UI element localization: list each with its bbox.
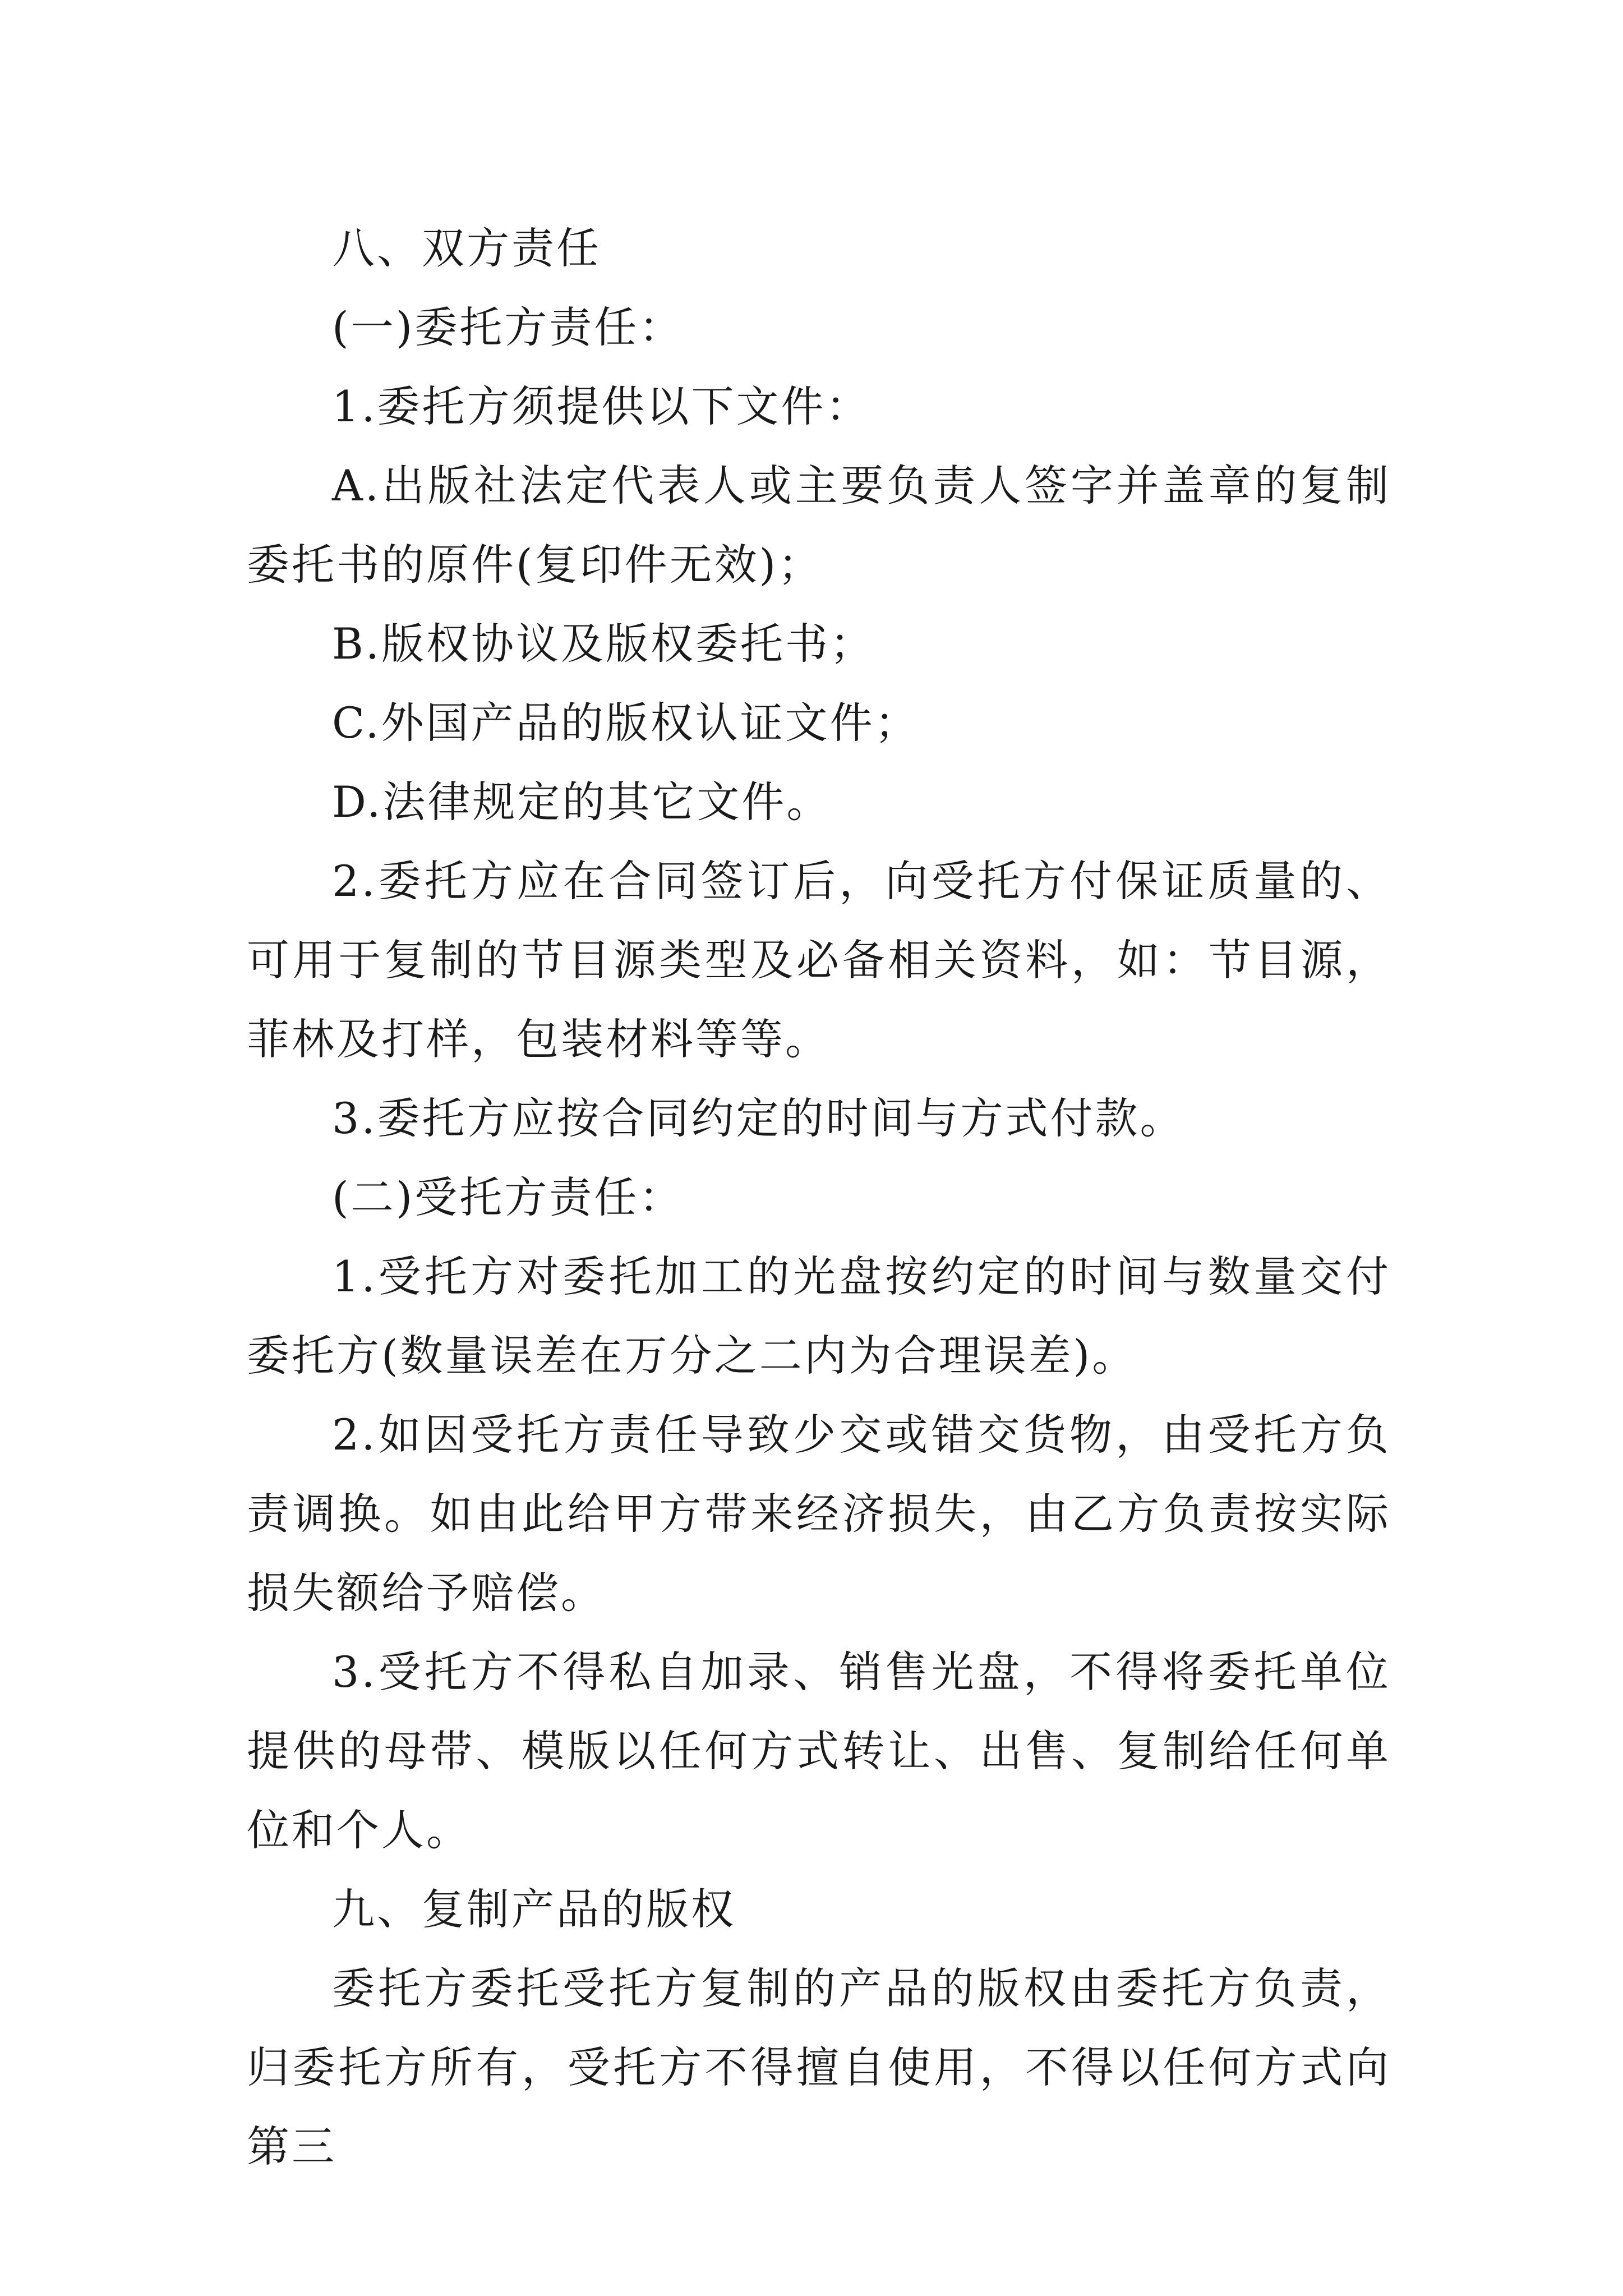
clause-client-3: 3.委托方应按合同约定的时间与方式付款。: [332, 1093, 1185, 1143]
subsection-heading-contractor: (二)受托方责任：: [332, 1172, 684, 1222]
section-heading-nine: 九、复制产品的版权: [332, 1884, 736, 1934]
document-body: [247, 209, 1391, 2186]
clause-client-1-d: D.法律规定的其它文件。: [332, 777, 832, 827]
subsection-heading-client: (一)委托方责任：: [332, 302, 684, 352]
clause-client-1-a: A.出版社法定代表人或主要负责人签字并盖章的复制委托书的原件(复印件无效)；: [247, 461, 1391, 590]
clause-contractor-3: 3.受托方不得私自加录、销售光盘，不得将委托单位提供的母带、模版以任何方式转让、出售、复制给任何单位和个人。: [247, 1647, 1391, 1855]
clause-contractor-2: 2.如因受托方责任导致少交或错交货物，由受托方负责调换。如由此给甲方带来经济损失，由乙方负责按实际损失额给予赔偿。: [247, 1410, 1391, 1618]
clause-client-1-c: C.外国产品的版权认证文件；: [332, 698, 920, 748]
clause-client-1: 1.委托方须提供以下文件：: [332, 381, 871, 431]
clause-client-2: 2.委托方应在合同签订后，向受托方付保证质量的、可用于复制的节目源类型及必备相关资料，如：节目源，菲林及打样，包装材料等等。: [247, 856, 1391, 1064]
clause-client-1-b: B.版权协议及版权委托书；: [332, 619, 875, 669]
clause-contractor-1: 1.受托方对委托加工的光盘按约定的时间与数量交付委托方(数量误差在万分之二内为合理误差)。: [247, 1251, 1391, 1381]
clause-copyright: 委托方委托受托方复制的产品的版权由委托方负责，归委托方所有，受托方不得擅自使用，不得以任何方式向第三: [247, 1963, 1391, 2171]
section-heading-eight: 八、双方责任: [332, 223, 601, 273]
